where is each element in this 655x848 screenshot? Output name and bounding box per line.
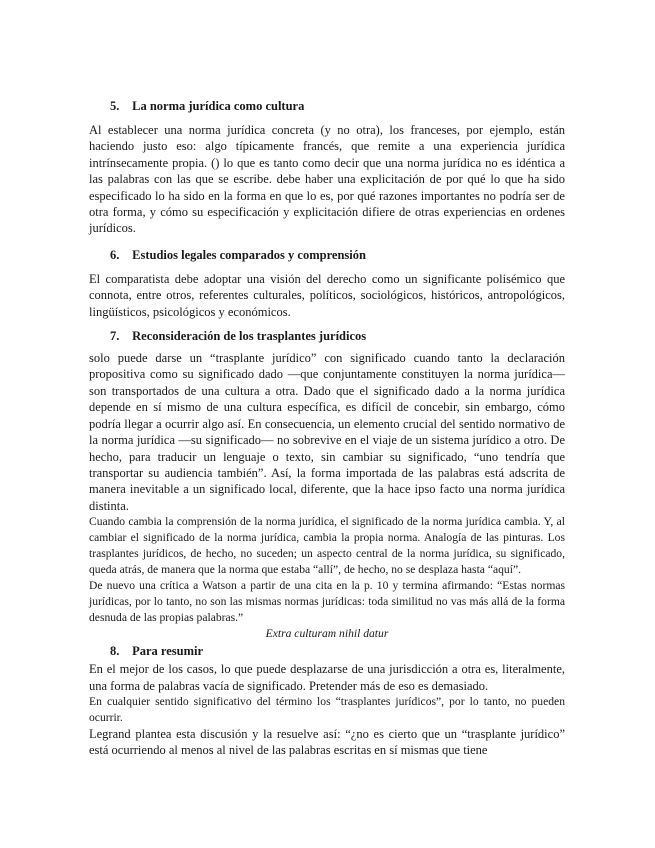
section-8-paragraph-2: En cualquier sentido significativo del término los “trasplantes jurídicos”, por lo tanto, no pueden ocurrir. — [89, 694, 565, 724]
section-7-paragraph-main: solo puede darse un “trasplante jurídico” con significado cuando tanto la declaración propositiva como su significado dado —que conjuntamente constituyen la norma jurídica— son transportados de una cultura a otra. Dado que el significado dado a la norma jurídica depende en sí mismo de una cultura específica, es difícil de concebir, sin embargo, cómo podría llegar a ocurrir algo así. En consecuencia, un elemento crucial del sentido normativo de la norma jurídica —su significado— no sobrevive en el viaje de un sistema jurídico a otro. De hecho, para traducir un lenguaje o texto, sin cambiar su significado, “uno tendría que transportar su audiencia también”. Así, la forma importada de las palabras está adscrita de manera inevitable a un significado local, diferente, que la hace ipso facto una norma jurídica distinta. — [89, 351, 565, 513]
section-7-heading — [89, 328, 565, 344]
section-title: La norma jurídica como cultura — [132, 99, 305, 113]
section-7-paragraph-small: Cuando cambia la comprensión de la norma jurídica, el significado de la norma jurídica cambia. Y, al cambiar el significado de la norma jurídica, cambia la propia norma. Analogía de las pinturas. Los trasplantes jurídicos, de hecho, no suceden; un aspecto central de la norma jurídica, su significado, queda atrás, de manera que la norma que estaba “allí”, de hecho, no se desplaza hasta “aquí”. — [89, 515, 565, 577]
section-8-paragraph-3: Legrand plantea esta discusión y la resuelve así: “¿no es cierto que un “trasplante jurídico” está ocurriendo al menos al nivel de las palabras escritas en sí mismas que tiene — [89, 726, 565, 758]
section-number: 6. — [110, 247, 120, 262]
section-number: 7. — [110, 329, 120, 344]
section-5-paragraph: Al establecer una norma jurídica concreta (y no otra), los franceses, por ejemplo, están haciendo justo eso: algo típicamente francés, que remite a una experiencia jurídica intrínsecamente propia. () lo que es tanto como decir que una norma jurídica no es idéntica a las palabras con las que se escribe. debe haber una explicitación de por qué lo que ha sido especificado lo ha sido en la forma en que lo es, por qué razones importantes no podría ser de otra forma, y cómo su especificación y explicitación difiere de otras experiencias en ordenes jurídicos. — [89, 123, 565, 236]
section-6-paragraph: El comparatista debe adoptar una visión del derecho como un significante polisémico que connota, entre otros, referentes culturales, políticos, sociológicos, históricos, antropológicos, lingüísticos, psicológicos y económicos. — [89, 271, 565, 319]
section-5-heading — [89, 98, 565, 114]
section-8-heading — [89, 643, 565, 659]
section-8-paragraph-1: En el mejor de los casos, lo que puede desplazarse de una jurisdicción a otra es, literalmente, una forma de palabras vacía de significado. Pretender más de eso es demasiado. — [89, 662, 565, 693]
section-number: 5. — [110, 99, 120, 113]
section-6-heading — [89, 247, 565, 263]
section-title: Estudios legales comparados y comprensión — [132, 247, 366, 262]
section-title: Para resumir — [132, 644, 204, 659]
section-7-paragraph-quote: De nuevo una crítica a Watson a partir de una cita en la p. 10 y termina afirmando: “Estas normas jurídicas, por lo tanto, no son las mismas normas jurídicas: toda similitud no vas más allá de la forma desnuda de las propias palabras.” — [89, 579, 565, 625]
section-number: 8. — [110, 644, 120, 659]
section-title: Reconsideración de los trasplantes jurídicos — [132, 329, 367, 344]
latin-maxim: Extra culturam nihil datur — [265, 627, 389, 641]
